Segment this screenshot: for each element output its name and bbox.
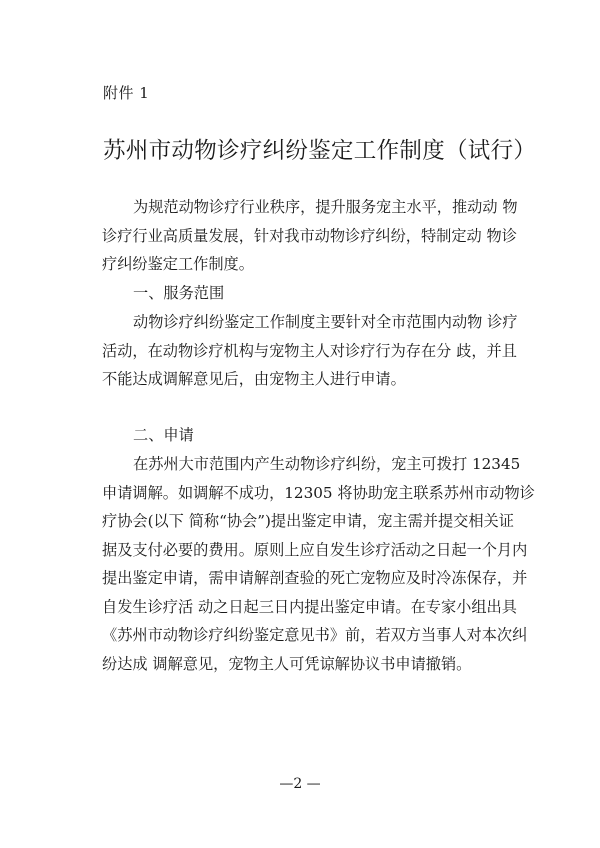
- application-line: 纷达成 调解意见，宠物主人可凭谅解协议书申请撤销。: [102, 654, 472, 673]
- intro-line: 疗纠纷鉴定工作制度。: [102, 255, 254, 273]
- application-line: 申请调解。如调解不成功，12305 将协助宠主联系苏州市动物诊: [102, 483, 535, 502]
- document-title: 苏州市动物诊疗纠纷鉴定工作制度（试行）: [103, 138, 537, 164]
- application-paragraph: [102, 450, 535, 678]
- application-line: 据及支付必要的费用。原则上应自发生诊疗活动之日起一个月内: [102, 540, 528, 559]
- application-line: 自发生诊疗活 动之日起三日内提出鉴定申请。在专家小组出具: [102, 597, 517, 616]
- section-heading-application: 二、申请: [133, 426, 194, 444]
- scope-line: 活动，在动物诊疗机构与宠物主人对诊疗行为存在分 歧，并且: [102, 341, 517, 360]
- scope-paragraph: [102, 308, 522, 394]
- intro-paragraph: [102, 193, 522, 279]
- scope-line: 动物诊疗纠纷鉴定工作制度主要针对全市范围内动物 诊疗: [133, 313, 518, 331]
- intro-line: 诊疗行业高质量发展，针对我市动物诊疗纠纷，特制定动 物诊: [102, 226, 517, 245]
- application-line: 疗协会(以下 简称“协会”)提出鉴定申请，宠主需并提交相关证: [102, 512, 514, 530]
- scope-line: 不能达成调解意见后，由宠物主人进行申请。: [102, 370, 406, 388]
- application-line: 《苏州市动物诊疗纠纷鉴定意见书》前，若双方当事人对本次纠: [102, 626, 528, 644]
- application-line: 在苏州大市范围内产生动物诊疗纠纷，宠主可拨打 12345: [133, 455, 521, 473]
- application-line: 提出鉴定申请，需申请解剖查验的死亡宠物应及时冷冻保存，并: [102, 569, 528, 587]
- page-number: —2 —: [279, 776, 321, 792]
- section-heading-scope: 一、服务范围: [133, 284, 225, 302]
- attachment-label: 附件 1: [103, 84, 150, 102]
- intro-line: 为规范动物诊疗行业秩序，提升服务宠主水平，推动动 物: [133, 198, 518, 216]
